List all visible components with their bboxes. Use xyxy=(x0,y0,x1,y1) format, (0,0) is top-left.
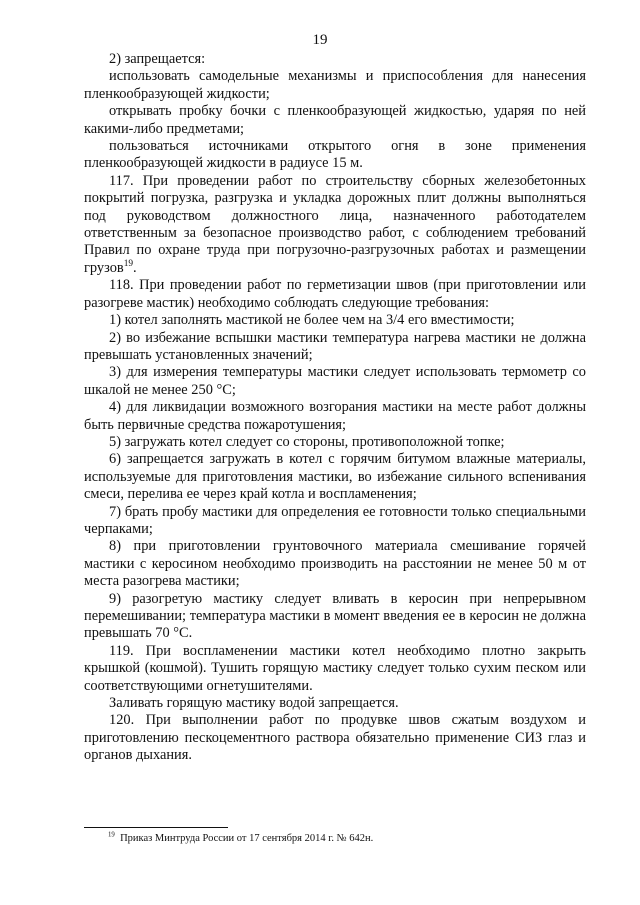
paragraph: 1) котел заполнять мастикой не более чем на 3/4 его вместимости; xyxy=(109,312,515,329)
paragraph: 9) разогретую мастику следует вливать в керосин при непрерывном перемешивании; температура мастики в момент введения ее в керосин не должна превышать 70 °С. xyxy=(84,590,586,642)
footnote-text: Приказ Минтруда России от 17 сентября 2014 г. № 642н. xyxy=(120,833,374,844)
paragraph: 3) для измерения температуры мастики следует использовать термометр со шкалой не менее 250 °С; xyxy=(84,364,586,398)
paragraph: 2) во избежание вспышки мастики температура нагрева мастики не должна превышать установленных значений; xyxy=(84,329,586,363)
paragraph: 7) брать пробу мастики для определения ее готовности только специальными черпаками; xyxy=(84,503,586,537)
body-text xyxy=(84,51,586,765)
footnote xyxy=(108,832,588,845)
paragraph: 119. При воспламенении мастики котел необходимо плотно закрыть крышкой (кошмой). Тушить горящую мастику следует только сухим песком или соответствующими огнетушителями. xyxy=(84,642,586,694)
footnote-reference: 19 xyxy=(123,259,134,270)
paragraph: открывать пробку бочки с пленкообразующей жидкостью, ударяя по ней какими-либо предметами; xyxy=(84,103,586,137)
paragraph: 2) запрещается: xyxy=(109,51,206,67)
paragraph: пользоваться источниками открытого огня в зоне применения пленкообразующей жидкости в радиусе 15 м. xyxy=(84,138,586,172)
paragraph: 6) запрещается загружать в котел с горячим битумом влажные материалы, используемые для приготовления мастики, во избежание сильного вспенивания смеси, перелива ее через край котла и воспламенения; xyxy=(84,451,586,503)
paragraph: 5) загружать котел следует со стороны, противоположной топке; xyxy=(109,433,505,450)
paragraph: 4) для ликвидации возможного возгорания мастики на месте работ должны быть первичные средства пожаротушения; xyxy=(84,399,586,433)
page-number: 19 xyxy=(312,32,328,48)
paragraph: Заливать горящую мастику водой запрещается. xyxy=(109,695,399,712)
footnote-divider xyxy=(84,827,228,828)
paragraph: использовать самодельные механизмы и приспособления для нанесения пленкообразующей жидкости; xyxy=(84,68,586,102)
paragraph: 8) при приготовлении грунтовочного материала смешивание горячей мастики с керосином необходимо производить на расстоянии не менее 50 м от места разогрева мастики; xyxy=(84,538,586,590)
paragraph-117: 117. При проведении работ по строительству сборных железобетонных покрытий погрузка, разгрузка и укладка дорожных плит должны выполняться под руководством должностного лица, назначенного работодателем ответственным за безопасное производство работ, с соблюдением требований Правил по охране труда при погрузочно-разгрузочных работах и размещении грузов$^{19}$. xyxy=(84,172,586,276)
paragraph: 120. При выполнении работ по продувке швов сжатым воздухом и приготовлению пескоцементного раствора обязательно применение СИЗ глаз и органов дыхания. xyxy=(84,712,586,764)
paragraph-117-text: 117. При проведении работ по строительству сборных железобетонных покрытий погрузка, разгрузка и укладка дорожных плит должны выполняться под руководством должностного лица, назначенного работодателем ответственным за безопасное производство работ, с соблюдением требований Правил по охране труда при погрузочно-разгрузочных работах и размещении грузов xyxy=(84,172,586,276)
footnote-marker: 19 xyxy=(108,831,115,839)
paragraph: 118. При проведении работ по герметизации швов (при приготовлении или разогреве мастик) необходимо соблюдать следующие требования: xyxy=(84,277,586,311)
